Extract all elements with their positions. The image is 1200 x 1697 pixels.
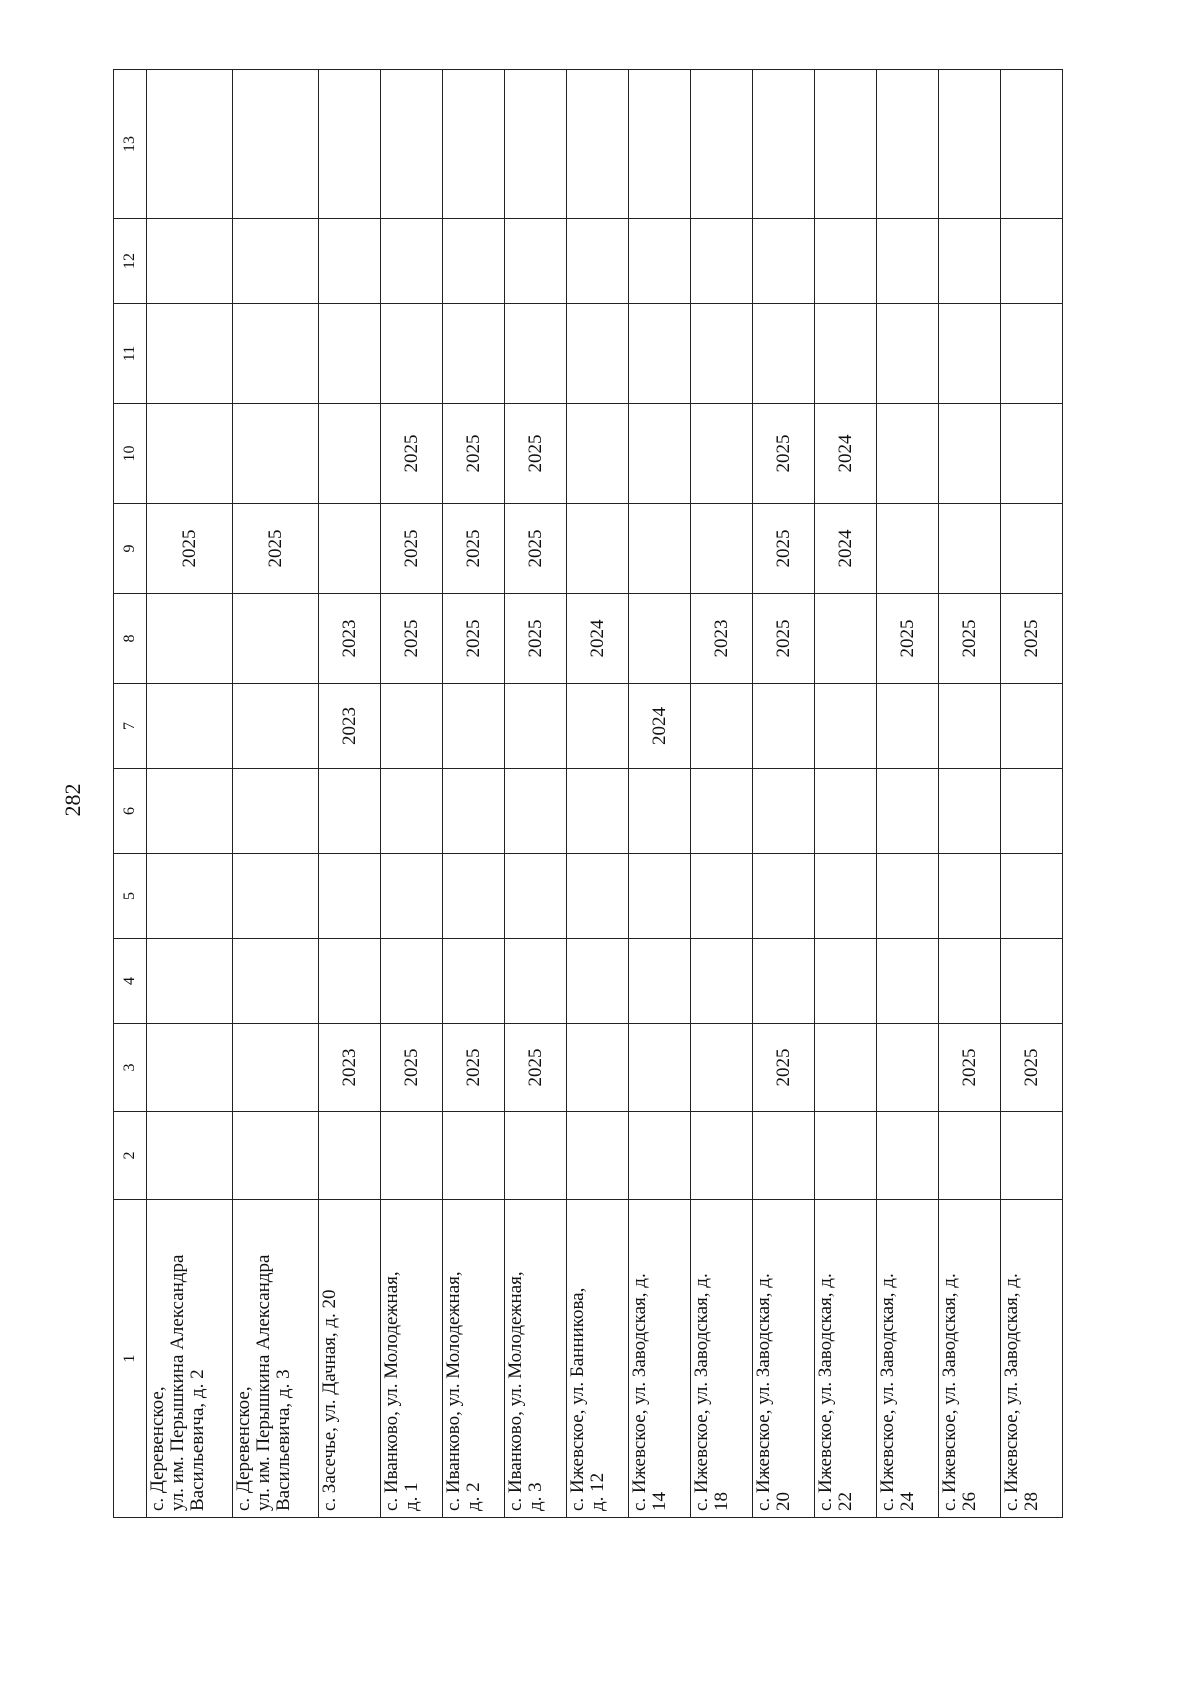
year-cell — [1001, 854, 1063, 939]
year-cell — [1001, 1112, 1063, 1200]
year-cell — [753, 939, 815, 1024]
year-cell — [567, 1112, 629, 1200]
year-cell — [443, 219, 505, 304]
year-cell — [939, 939, 1001, 1024]
year-cell: 2025 — [1001, 1024, 1063, 1112]
year-cell — [691, 304, 753, 404]
year-cell — [381, 70, 443, 219]
col-header: 12 — [114, 219, 147, 304]
year-cell — [567, 939, 629, 1024]
year-cell — [1001, 939, 1063, 1024]
year-cell — [753, 1112, 815, 1200]
table-row — [567, 70, 629, 1518]
year-cell — [815, 219, 877, 304]
year-cell — [147, 854, 233, 939]
address-cell: с. Ижевское, ул. Заводская, д. 24 — [877, 1200, 939, 1518]
year-cell — [691, 1024, 753, 1112]
year-cell — [877, 404, 939, 504]
col-header: 6 — [114, 769, 147, 854]
year-cell — [233, 594, 319, 684]
year-cell — [319, 854, 381, 939]
col-header: 8 — [114, 594, 147, 684]
year-cell: 2025 — [381, 594, 443, 684]
year-cell — [319, 70, 381, 219]
year-cell — [939, 854, 1001, 939]
year-cell — [691, 684, 753, 769]
year-cell — [753, 304, 815, 404]
year-cell — [443, 854, 505, 939]
year-cell — [233, 854, 319, 939]
year-cell — [233, 70, 319, 219]
year-cell — [939, 1112, 1001, 1200]
year-cell — [381, 1112, 443, 1200]
year-cell: 2025 — [505, 504, 567, 594]
year-cell — [877, 304, 939, 404]
year-cell — [939, 769, 1001, 854]
year-cell — [319, 304, 381, 404]
year-cell: 2023 — [319, 684, 381, 769]
year-cell — [691, 404, 753, 504]
col-header: 5 — [114, 854, 147, 939]
year-cell — [505, 304, 567, 404]
year-cell — [629, 404, 691, 504]
col-header: 4 — [114, 939, 147, 1024]
year-cell: 2025 — [233, 504, 319, 594]
table-row — [147, 70, 233, 1518]
address-cell: с. Засечье, ул. Дачная, д. 20 — [319, 1200, 381, 1518]
year-cell — [443, 939, 505, 1024]
year-cell — [691, 70, 753, 219]
year-cell — [629, 594, 691, 684]
address-cell: с. Ижевское, ул. Заводская, д. 18 — [691, 1200, 753, 1518]
year-cell — [319, 1112, 381, 1200]
rotated-table-container — [113, 70, 1075, 1518]
year-cell — [629, 504, 691, 594]
year-cell — [505, 769, 567, 854]
year-cell — [691, 1112, 753, 1200]
address-cell: с. Ижевское, ул. Заводская, д. 14 — [629, 1200, 691, 1518]
year-cell: 2025 — [505, 594, 567, 684]
year-cell: 2025 — [505, 404, 567, 504]
year-cell: 2025 — [877, 594, 939, 684]
col-header: 3 — [114, 1024, 147, 1112]
table-row — [629, 70, 691, 1518]
year-cell — [147, 769, 233, 854]
year-cell — [629, 769, 691, 854]
address-cell: с. Ижевское, ул. Заводская, д. 26 — [939, 1200, 1001, 1518]
year-cell: 2024 — [629, 684, 691, 769]
year-cell — [629, 304, 691, 404]
year-cell — [753, 684, 815, 769]
year-cell — [629, 939, 691, 1024]
year-cell — [443, 70, 505, 219]
year-cell — [815, 684, 877, 769]
year-cell — [1001, 684, 1063, 769]
year-cell — [147, 219, 233, 304]
col-header: 11 — [114, 304, 147, 404]
year-cell — [567, 70, 629, 219]
year-cell — [381, 684, 443, 769]
year-cell: 2025 — [381, 404, 443, 504]
year-cell — [753, 769, 815, 854]
year-cell — [319, 404, 381, 504]
year-cell — [691, 854, 753, 939]
year-cell: 2024 — [567, 594, 629, 684]
year-cell — [939, 684, 1001, 769]
year-cell — [567, 219, 629, 304]
year-cell — [147, 1112, 233, 1200]
year-cell — [939, 219, 1001, 304]
year-cell — [567, 684, 629, 769]
year-cell: 2025 — [939, 1024, 1001, 1112]
year-cell: 2025 — [1001, 594, 1063, 684]
year-cell: 2023 — [319, 1024, 381, 1112]
year-cell: 2025 — [753, 594, 815, 684]
year-cell — [567, 854, 629, 939]
year-cell — [505, 684, 567, 769]
address-cell: с. Ижевское, ул. Заводская, д. 22 — [815, 1200, 877, 1518]
year-cell — [147, 70, 233, 219]
year-cell: 2024 — [815, 404, 877, 504]
year-cell — [147, 404, 233, 504]
year-cell — [147, 1024, 233, 1112]
year-cell — [443, 304, 505, 404]
year-cell — [233, 684, 319, 769]
year-cell — [381, 219, 443, 304]
year-cell — [233, 769, 319, 854]
year-cell — [815, 1112, 877, 1200]
year-cell — [939, 304, 1001, 404]
col-header: 13 — [114, 70, 147, 219]
year-cell — [629, 854, 691, 939]
table-row — [1001, 70, 1063, 1518]
address-cell: с. Иванково, ул. Молодежная, д. 1 — [381, 1200, 443, 1518]
year-cell — [443, 769, 505, 854]
year-cell: 2025 — [505, 1024, 567, 1112]
year-cell — [815, 70, 877, 219]
table-row — [939, 70, 1001, 1518]
year-cell — [877, 939, 939, 1024]
year-cell — [691, 219, 753, 304]
table-row — [233, 70, 319, 1518]
table-row — [319, 70, 381, 1518]
year-cell: 2024 — [815, 504, 877, 594]
year-cell — [753, 219, 815, 304]
year-cell — [815, 304, 877, 404]
year-cell — [629, 219, 691, 304]
col-header: 10 — [114, 404, 147, 504]
year-cell: 2025 — [753, 1024, 815, 1112]
year-cell — [233, 1024, 319, 1112]
year-cell — [1001, 404, 1063, 504]
year-cell — [233, 404, 319, 504]
address-cell: с. Ижевское, ул. Заводская, д. 28 — [1001, 1200, 1063, 1518]
year-cell — [319, 769, 381, 854]
address-cell: с. Деревенское, ул. им. Перышкина Александра Васильевича, д. 2 — [147, 1200, 233, 1518]
year-cell: 2023 — [691, 594, 753, 684]
address-cell: с. Иванково, ул. Молодежная, д. 3 — [505, 1200, 567, 1518]
year-cell — [319, 219, 381, 304]
year-cell — [443, 1112, 505, 1200]
year-cell — [319, 939, 381, 1024]
year-cell — [753, 854, 815, 939]
col-header: 1 — [114, 1200, 147, 1518]
year-cell — [939, 404, 1001, 504]
year-cell — [505, 1112, 567, 1200]
year-cell — [1001, 70, 1063, 219]
col-header: 2 — [114, 1112, 147, 1200]
year-cell: 2025 — [147, 504, 233, 594]
year-cell: 2025 — [381, 1024, 443, 1112]
year-cell — [233, 219, 319, 304]
year-cell — [877, 70, 939, 219]
year-cell: 2025 — [381, 504, 443, 594]
year-cell: 2025 — [753, 404, 815, 504]
year-cell — [319, 504, 381, 594]
year-cell — [505, 854, 567, 939]
year-cell — [691, 504, 753, 594]
year-cell — [505, 219, 567, 304]
table-row — [381, 70, 443, 1518]
year-cell — [877, 769, 939, 854]
year-cell — [381, 939, 443, 1024]
year-cell — [629, 1112, 691, 1200]
year-cell — [815, 769, 877, 854]
col-header: 9 — [114, 504, 147, 594]
year-cell — [815, 939, 877, 1024]
year-cell — [381, 304, 443, 404]
year-cell — [505, 939, 567, 1024]
year-cell: 2025 — [443, 504, 505, 594]
table-row — [443, 70, 505, 1518]
year-cell — [233, 304, 319, 404]
year-cell — [567, 1024, 629, 1112]
header-row — [114, 70, 147, 1518]
year-cell: 2023 — [319, 594, 381, 684]
year-cell — [939, 70, 1001, 219]
year-cell: 2025 — [753, 504, 815, 594]
address-cell: с. Иванково, ул. Молодежная, д. 2 — [443, 1200, 505, 1518]
year-cell — [567, 304, 629, 404]
table-row — [505, 70, 567, 1518]
year-cell — [567, 504, 629, 594]
year-cell — [567, 404, 629, 504]
year-cell — [877, 684, 939, 769]
year-cell — [691, 939, 753, 1024]
address-cell: с. Ижевское, ул. Банникова, д. 12 — [567, 1200, 629, 1518]
year-cell — [233, 939, 319, 1024]
year-cell — [147, 594, 233, 684]
year-cell — [1001, 219, 1063, 304]
schedule-table — [113, 69, 1063, 1518]
year-cell — [753, 70, 815, 219]
year-cell: 2025 — [939, 594, 1001, 684]
year-cell — [1001, 304, 1063, 404]
year-cell — [877, 1112, 939, 1200]
page-number: 282 — [60, 783, 85, 817]
year-cell — [629, 70, 691, 219]
year-cell: 2025 — [443, 594, 505, 684]
year-cell — [877, 1024, 939, 1112]
year-cell — [381, 769, 443, 854]
address-cell: с. Ижевское, ул. Заводская, д. 20 — [753, 1200, 815, 1518]
year-cell — [147, 684, 233, 769]
year-cell — [1001, 504, 1063, 594]
year-cell — [815, 594, 877, 684]
table-row — [753, 70, 815, 1518]
table-row — [691, 70, 753, 1518]
year-cell: 2025 — [443, 1024, 505, 1112]
year-cell — [567, 769, 629, 854]
year-cell — [877, 504, 939, 594]
year-cell — [815, 1024, 877, 1112]
year-cell — [691, 769, 753, 854]
year-cell — [877, 219, 939, 304]
year-cell — [233, 1112, 319, 1200]
year-cell — [381, 854, 443, 939]
year-cell — [629, 1024, 691, 1112]
table-row — [877, 70, 939, 1518]
year-cell — [505, 70, 567, 219]
year-cell — [147, 939, 233, 1024]
table-row — [815, 70, 877, 1518]
year-cell — [147, 304, 233, 404]
col-header: 7 — [114, 684, 147, 769]
year-cell — [939, 504, 1001, 594]
year-cell — [443, 684, 505, 769]
year-cell — [815, 854, 877, 939]
year-cell — [1001, 769, 1063, 854]
year-cell: 2025 — [443, 404, 505, 504]
address-cell: с. Деревенское, ул. им. Перышкина Александра Васильевича, д. 3 — [233, 1200, 319, 1518]
year-cell — [877, 854, 939, 939]
